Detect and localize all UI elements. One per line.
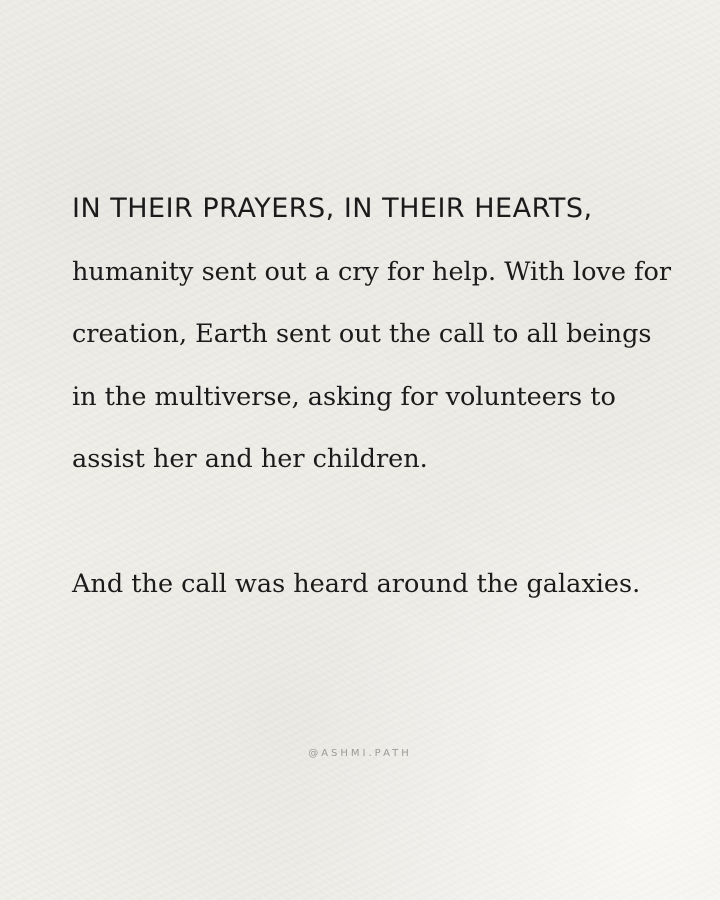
paragraph-1-body: humanity sent out a cry for help. With love for creation, Earth sent out the call to all beings in the multiverse, asking for volunteers to assist her and her children. — [72, 256, 672, 474]
lead-in-text: IN THEIR PRAYERS, IN THEIR HEARTS, — [72, 193, 593, 224]
quote-page — [72, 178, 672, 615]
paragraph-2 — [72, 553, 672, 616]
paragraph-1 — [72, 178, 672, 491]
paragraph-gap — [72, 491, 672, 553]
paragraph-2-body: And the call was heard around the galaxies. — [72, 568, 641, 599]
author-handle: @ASHMI.PATH — [308, 748, 412, 759]
